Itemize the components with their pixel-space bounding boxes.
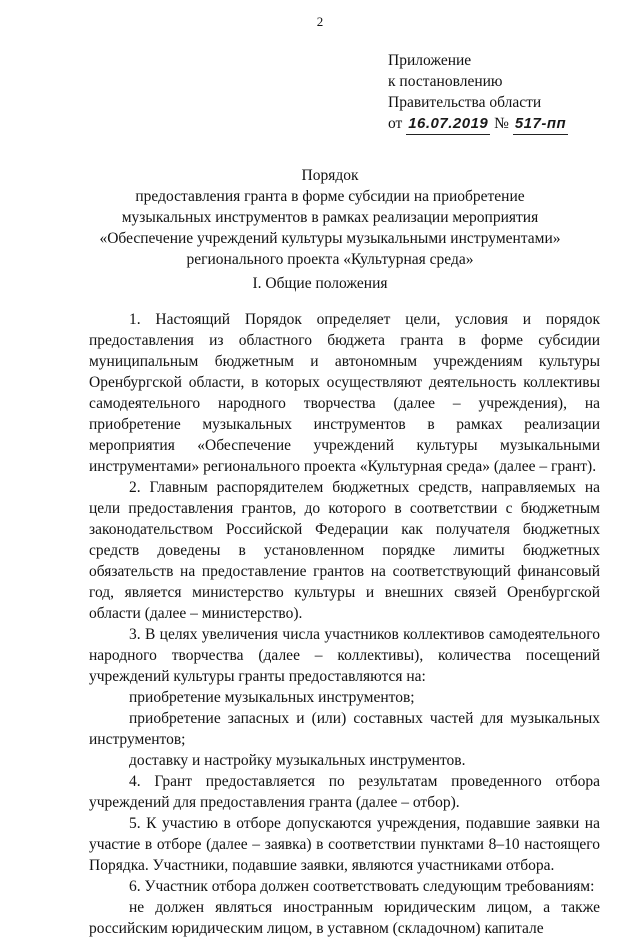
section-heading: I. Общие положения xyxy=(252,275,388,292)
list-item: приобретение музыкальных инструментов; xyxy=(129,689,415,706)
paragraph-1: 1. Настоящий Порядок определяет цели, условия и порядок предоставления из областного бюджета гранта в форме субсидии муниципальным бюджетным и автономным учреждениям культуры Оренбургской области, в которых осуществляют деятельность коллективы самодеятельного народного творчества (далее – учреждения), на приобретение музыкальных инструментов в рамках реализации мероприятия «Обеспечение учреждений культуры музыкальными инструментами» регионального проекта «Культурная среда» (далее – грант). xyxy=(89,311,600,475)
title-line-3: музыкальных инструментов в рамках реализации мероприятия xyxy=(121,209,539,226)
document-title xyxy=(60,165,600,270)
appendix-line-1: Приложение xyxy=(388,52,472,69)
list-item: не должен являться иностранным юридическим лицом, а также российским юридическим лицом, в уставном (складочном) капитале xyxy=(89,899,600,937)
appendix-number-label: № xyxy=(494,115,509,132)
appendix-block xyxy=(388,50,568,135)
page-number: 2 xyxy=(316,14,324,29)
paragraph-3: 3. В целях увеличения числа участников коллективов самодеятельного народного творчества (далее – коллективы), количества посещений учреждений культуры гранты предоставляются на: xyxy=(89,626,600,685)
appendix-from-label: от xyxy=(388,115,403,132)
title-line-1: Порядок xyxy=(301,167,359,184)
title-line-5: регионального проекта «Культурная среда» xyxy=(186,251,474,268)
list-item: приобретение запасных и (или) составных частей для музыкальных инструментов; xyxy=(89,710,600,748)
title-line-2: предоставления гранта в форме субсидии на приобретение xyxy=(135,188,525,205)
appendix-date-line xyxy=(388,113,568,135)
document-body xyxy=(89,309,600,939)
appendix-date: 16.07.2019 xyxy=(406,113,490,135)
paragraph-2: 2. Главным распорядителем бюджетных средств, направляемых на цели предоставления грантов, до которого в соответствии с бюджетным законодательством Российской Федерации как получателя бюджетных средств доведены в установленном порядке лимиты бюджетных обязательств на предоставление грантов на соответствующий финансовый год, является министерство культуры и внешних связей Оренбургской области (далее – министерство). xyxy=(89,479,600,622)
appendix-line-3: Правительства области xyxy=(388,94,542,111)
appendix-line-2: к постановлению xyxy=(388,73,503,90)
title-line-4: «Обеспечение учреждений культуры музыкальными инструментами» xyxy=(99,230,561,247)
paragraph-4: 4. Грант предоставляется по результатам проведенного отбора учреждений для предоставления гранта (далее – отбор). xyxy=(89,773,600,811)
paragraph-6: 6. Участник отбора должен соответствовать следующим требованиям: xyxy=(129,878,595,895)
list-item: доставку и настройку музыкальных инструментов. xyxy=(129,752,466,769)
appendix-number: 517-пп xyxy=(513,113,568,135)
paragraph-5: 5. К участию в отборе допускаются учреждения, подавшие заявки на участие в отборе (далее – заявка) в соответствии пунктами 8–10 настоящего Порядка. Участники, подавшие заявки, являются участниками отбора. xyxy=(89,815,600,874)
